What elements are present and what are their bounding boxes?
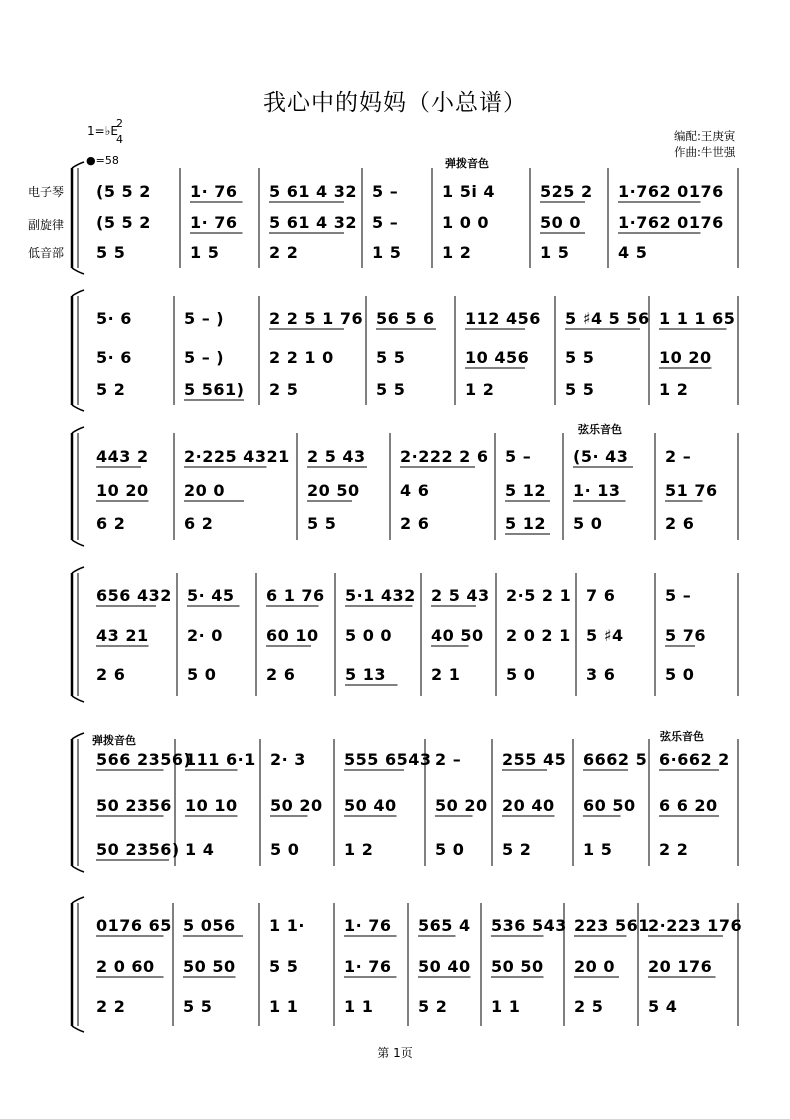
- time-signature-numerator: 2: [116, 117, 123, 130]
- timbre-annotation: 弹拨音色: [92, 734, 136, 747]
- measure-notes: 5 0 0: [345, 626, 393, 645]
- measure-notes: 20 0: [574, 957, 615, 976]
- measure-notes: 1·762 0176: [618, 213, 724, 232]
- measure-notes: 5 5: [269, 957, 299, 976]
- measure-notes: 1 5: [540, 243, 570, 262]
- measure-notes: 5 561): [184, 380, 245, 399]
- measure-notes: 223 561: [574, 916, 650, 935]
- measure-notes: 2 6: [400, 514, 430, 533]
- measure-notes: 2 5: [269, 380, 299, 399]
- time-signature-denominator: 4: [116, 133, 123, 146]
- measure-notes: 10 456: [465, 348, 530, 367]
- measure-notes: 5 5: [376, 380, 406, 399]
- measure-notes: 5 4: [648, 997, 678, 1016]
- measure-notes: 5 2: [418, 997, 448, 1016]
- measure-notes: 5 12: [505, 481, 546, 500]
- measure-notes: 443 2: [96, 447, 149, 466]
- measure-notes: 2·225 4321: [184, 447, 290, 466]
- measure-notes: 5 5: [565, 348, 595, 367]
- instrument-label-countermelody: 副旋律: [28, 218, 65, 232]
- measure-notes: 2 2 5 1 76: [269, 309, 364, 328]
- key-signature: 1=♭E: [87, 124, 118, 138]
- measure-notes: 6 2: [96, 514, 126, 533]
- measure-notes: 2 5: [574, 997, 604, 1016]
- measure-notes: 2 1: [431, 665, 461, 684]
- measure-notes: 525 2: [540, 182, 593, 201]
- measure-notes: 1 5i 4: [442, 182, 496, 201]
- measure-notes: 4 6: [400, 481, 430, 500]
- measure-notes: 5 5: [565, 380, 595, 399]
- bracket-hook: [72, 696, 84, 702]
- measure-notes: 1· 76: [190, 182, 238, 201]
- measure-notes: 1 1: [269, 997, 299, 1016]
- measure-notes: 566 2356): [96, 750, 192, 769]
- measure-notes: 5 056: [183, 916, 236, 935]
- measure-notes: 2 –: [435, 750, 462, 769]
- measure-notes: 2 0 2 1: [506, 626, 571, 645]
- measure-notes: 2· 3: [270, 750, 306, 769]
- measure-notes: 5 13: [345, 665, 386, 684]
- measure-notes: 60 10: [266, 626, 319, 645]
- measure-notes: 5 61 4 32: [269, 213, 358, 232]
- measure-notes: 5 ♯4 5 56: [565, 309, 650, 328]
- measure-notes: 111 6·1: [185, 750, 256, 769]
- measure-notes: 43 21: [96, 626, 149, 645]
- measure-notes: 255 45: [502, 750, 567, 769]
- measure-notes: 5 0: [270, 840, 300, 859]
- quarter-note-icon: ●: [86, 154, 96, 167]
- measure-notes: 2 6: [665, 514, 695, 533]
- measure-notes: 536 543: [491, 916, 567, 935]
- measure-notes: 2 0 60: [96, 957, 155, 976]
- tempo-value: =58: [95, 154, 119, 167]
- measure-notes: 6 1 76: [266, 586, 325, 605]
- measure-notes: 5 –: [372, 182, 399, 201]
- measure-notes: 6·662 2: [659, 750, 730, 769]
- measure-notes: 5 ♯4: [586, 626, 624, 645]
- measure-notes: 7 6: [586, 586, 616, 605]
- measure-notes: 1· 76: [344, 957, 392, 976]
- measure-notes: 5· 6: [96, 309, 132, 328]
- measure-notes: 2 2: [659, 840, 689, 859]
- bracket-hook: [72, 162, 84, 168]
- measure-notes: 5 0: [187, 665, 217, 684]
- measure-notes: 20 0: [184, 481, 225, 500]
- measure-notes: 50 20: [435, 796, 488, 815]
- measure-notes: 2 –: [665, 447, 692, 466]
- bracket-hook: [72, 733, 84, 739]
- measure-notes: 1 2: [442, 243, 472, 262]
- measure-notes: 1 0 0: [442, 213, 490, 232]
- measure-notes: 5 5: [183, 997, 213, 1016]
- measure-notes: 2·5 2 1: [506, 586, 572, 605]
- measure-notes: 1 1 1 65: [659, 309, 736, 328]
- measure-notes: 10 20: [659, 348, 712, 367]
- composer-credit: 作曲:牛世强: [674, 145, 736, 159]
- measure-notes: 5 0: [506, 665, 536, 684]
- measure-notes: 565 4: [418, 916, 471, 935]
- instrument-label-keyboard: 电子琴: [28, 185, 65, 199]
- measure-notes: 5 0: [573, 514, 603, 533]
- arranger-credit: 编配:王庚寅: [674, 129, 736, 143]
- measure-notes: 5 76: [665, 626, 706, 645]
- measure-notes: 2 5 43: [307, 447, 366, 466]
- bracket-hook: [72, 405, 84, 411]
- measure-notes: 5 61 4 32: [269, 182, 358, 201]
- bracket-hook: [72, 290, 84, 296]
- measure-notes: 1 5: [583, 840, 613, 859]
- timbre-annotation: 弦乐音色: [578, 423, 622, 436]
- measure-notes: 1 2: [465, 380, 495, 399]
- measure-notes: 1 1·: [269, 916, 305, 935]
- measure-notes: 1 4: [185, 840, 215, 859]
- measure-notes: 50 0: [540, 213, 581, 232]
- score-title: 我心中的妈妈（小总谱）: [263, 90, 527, 116]
- measure-notes: 5· 45: [187, 586, 235, 605]
- measure-notes: 1· 76: [190, 213, 238, 232]
- measure-notes: 5 –: [505, 447, 532, 466]
- measure-notes: 2 2 1 0: [269, 348, 334, 367]
- measure-notes: 6 2: [184, 514, 214, 533]
- measure-notes: (5· 43: [573, 447, 629, 466]
- measure-notes: 51 76: [665, 481, 718, 500]
- measure-notes: 50 2356: [96, 796, 172, 815]
- measure-notes: 10 10: [185, 796, 238, 815]
- bracket-hook: [72, 540, 84, 546]
- measure-notes: 1 2: [344, 840, 374, 859]
- measure-notes: 5 12: [505, 514, 546, 533]
- measure-notes: 5 5: [307, 514, 337, 533]
- measure-notes: 2 6: [96, 665, 126, 684]
- measure-notes: 1 1: [344, 997, 374, 1016]
- measure-notes: 5 – ): [184, 309, 225, 328]
- measure-notes: (5 5 2: [96, 213, 151, 232]
- measure-notes: 5 0: [435, 840, 465, 859]
- measure-notes: 40 50: [431, 626, 484, 645]
- measure-notes: 5 5: [96, 243, 126, 262]
- measure-notes: 5 –: [372, 213, 399, 232]
- measure-notes: 4 5: [618, 243, 648, 262]
- measure-notes: 50 20: [270, 796, 323, 815]
- measure-notes: 2 2: [269, 243, 299, 262]
- measure-notes: 2 5 43: [431, 586, 490, 605]
- measure-notes: 20 176: [648, 957, 713, 976]
- measure-notes: 1·762 0176: [618, 182, 724, 201]
- instrument-label-bass: 低音部: [28, 246, 65, 260]
- measure-notes: 5 5: [376, 348, 406, 367]
- measure-notes: 56 5 6: [376, 309, 435, 328]
- measure-notes: 2·222 2 6: [400, 447, 489, 466]
- measure-notes: 60 50: [583, 796, 636, 815]
- measure-notes: 6662 5: [583, 750, 648, 769]
- measure-notes: 50 40: [418, 957, 471, 976]
- bracket-hook: [72, 897, 84, 903]
- measure-notes: 5 –: [665, 586, 692, 605]
- bracket-hook: [72, 427, 84, 433]
- bracket-hook: [72, 1026, 84, 1032]
- page-number: 第 1页: [377, 1046, 413, 1060]
- measure-notes: 1 5: [372, 243, 402, 262]
- measure-notes: 1 2: [659, 380, 689, 399]
- measure-notes: 20 50: [307, 481, 360, 500]
- measure-notes: 1· 13: [573, 481, 621, 500]
- measure-notes: 5 – ): [184, 348, 225, 367]
- bracket-hook: [72, 567, 84, 573]
- measure-notes: 5· 6: [96, 348, 132, 367]
- measure-notes: 2· 0: [187, 626, 223, 645]
- measure-notes: 20 40: [502, 796, 555, 815]
- bracket-hook: [72, 268, 84, 274]
- measure-notes: 50 50: [183, 957, 236, 976]
- timbre-annotation: 弦乐音色: [660, 730, 704, 743]
- measure-notes: (5 5 2: [96, 182, 151, 201]
- measure-notes: 5 2: [502, 840, 532, 859]
- measure-notes: 0176 65: [96, 916, 172, 935]
- measure-notes: 1 5: [190, 243, 220, 262]
- measure-notes: 1· 76: [344, 916, 392, 935]
- measure-notes: 1 1: [491, 997, 521, 1016]
- measure-notes: 6 6 20: [659, 796, 718, 815]
- measure-notes: 5·1 432: [345, 586, 416, 605]
- measure-notes: 2 2: [96, 997, 126, 1016]
- measure-notes: 3 6: [586, 665, 616, 684]
- measure-notes: 656 432: [96, 586, 172, 605]
- bracket-hook: [72, 866, 84, 872]
- measure-notes: 2 6: [266, 665, 296, 684]
- measure-notes: 50 40: [344, 796, 397, 815]
- measure-notes: 112 456: [465, 309, 541, 328]
- measure-notes: 10 20: [96, 481, 149, 500]
- timbre-annotation: 弹拨音色: [445, 157, 489, 170]
- measure-notes: 5 2: [96, 380, 126, 399]
- measure-notes: 50 2356): [96, 840, 180, 859]
- measure-notes: 5 0: [665, 665, 695, 684]
- measure-notes: 50 50: [491, 957, 544, 976]
- measure-notes: 2·223 176: [648, 916, 743, 935]
- measure-notes: 555 6543: [344, 750, 432, 769]
